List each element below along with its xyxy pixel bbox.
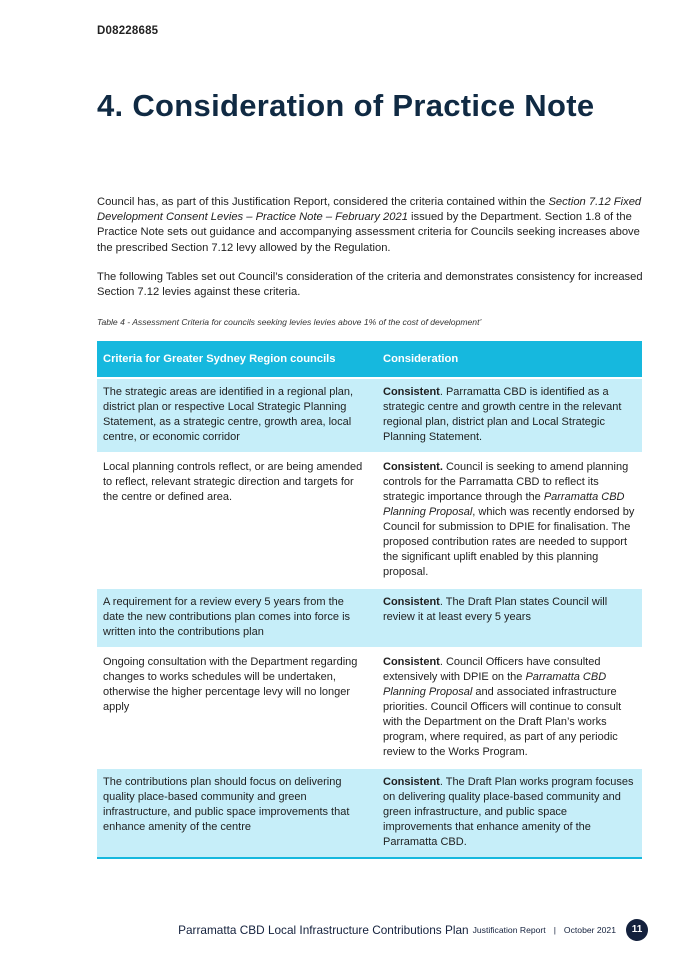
footer-date: October 2021 <box>563 925 616 935</box>
consideration-text: . Parramatta CBD is identified as a strategic centre and growth centre in the relevant regional plan, district plan and Local Strategic Planning Statement. <box>383 386 622 443</box>
table-row <box>97 647 642 767</box>
consideration-column-header: Consideration <box>377 341 642 377</box>
criteria-cell: The strategic areas are identified in a regional plan, district plan or respective Local Strategic Planning Statement, as a strategic centre, growth area, local centre, or economic corridor <box>97 377 377 452</box>
intro-paragraph <box>97 195 645 256</box>
document-id: D08228685 <box>97 25 159 37</box>
assessment-criteria-table <box>97 341 642 859</box>
page-title: 4. Consideration of Practice Note <box>97 88 595 123</box>
consistent-label: Consistent <box>383 596 440 608</box>
consideration-cell <box>377 647 642 767</box>
table-caption: Table 4 - Assessment Criteria for councils seeking levies levies above 1% of the cost of development’ <box>97 317 482 327</box>
tables-paragraph: The following Tables set out Council’s consideration of the criteria and demonstrates consistency for increased Section 7.12 levies against these criteria. <box>97 271 643 299</box>
table-row <box>97 377 642 452</box>
consideration-cell <box>377 377 642 452</box>
criteria-column-header: Criteria for Greater Sydney Region councils <box>97 341 377 377</box>
planning-proposal-title: Parramatta CBD Planning Proposal <box>383 671 607 698</box>
practice-note-title: Section 7.12 Fixed Development Consent Levies – Practice Note – February 2021 <box>97 196 642 224</box>
criteria-cell: The contributions plan should focus on delivering quality place-based community and green infrastructure, and public space improvements that enhance amenity of the centre <box>97 767 377 859</box>
footer-report-name: Justification Report <box>472 925 546 935</box>
intro-text-start: Council has, as part of this Justification Report, considered the criteria contained within the <box>97 196 549 208</box>
consideration-text: . Council Officers have consulted extensively with DPIE on the <box>383 656 601 683</box>
consideration-text: . The Draft Plan states Council will review it at least every 5 years <box>383 596 608 623</box>
consideration-text: and associated infrastructure priorities. Council Officers will continue to consult with the Department on the Draft Plan’s works program, where required, as part of any periodic review to the Works Program. <box>383 686 622 758</box>
table-header-row <box>97 341 642 377</box>
footer-separator: | <box>553 925 556 935</box>
consideration-cell <box>377 767 642 859</box>
consistent-label: Consistent <box>383 776 440 788</box>
table-row <box>97 452 642 587</box>
consistent-label: Consistent. <box>383 461 443 473</box>
table-row <box>97 767 642 859</box>
consideration-cell <box>377 587 642 647</box>
consideration-text: . The Draft Plan works program focuses on delivering quality place-based community and green infrastructure, and public space improvements that enhance amenity of the Parramatta CBD. <box>383 776 634 848</box>
criteria-cell: Ongoing consultation with the Department regarding changes to works schedules will be undertaken, otherwise the higher percentage levy will no longer apply <box>97 647 377 767</box>
criteria-cell: A requirement for a review every 5 years from the date the new contributions plan comes into force is written into the contributions plan <box>97 587 377 647</box>
intro-text-end: issued by the Department. Section 1.8 of the Practice Note sets out guidance and accompanying assessment criteria for Councils seeking increases above the prescribed Section 7.12 levy allowed by the Regulation. <box>97 211 640 254</box>
planning-proposal-title: Parramatta CBD Planning Proposal <box>383 491 625 518</box>
footer-plan-title: Parramatta CBD Local Infrastructure Contributions Plan <box>178 923 469 937</box>
consistent-label: Consistent <box>383 386 440 398</box>
page-footer <box>178 919 648 941</box>
consistent-label: Consistent <box>383 656 440 668</box>
criteria-cell: Local planning controls reflect, or are being amended to reflect, relevant strategic direction and targets for the centre or defined area. <box>97 452 377 587</box>
consideration-text: Council is seeking to amend planning controls for the Parramatta CBD to reflect its strategic importance through the <box>383 461 629 503</box>
table-row <box>97 587 642 647</box>
consideration-text: , which was recently endorsed by Council for submission to DPIE for finalisation. The proposed contribution rates are needed to support the significant uplift enabled by this planning proposal. <box>383 506 635 578</box>
page-number-badge: 11 <box>626 919 648 941</box>
consideration-cell <box>377 452 642 587</box>
